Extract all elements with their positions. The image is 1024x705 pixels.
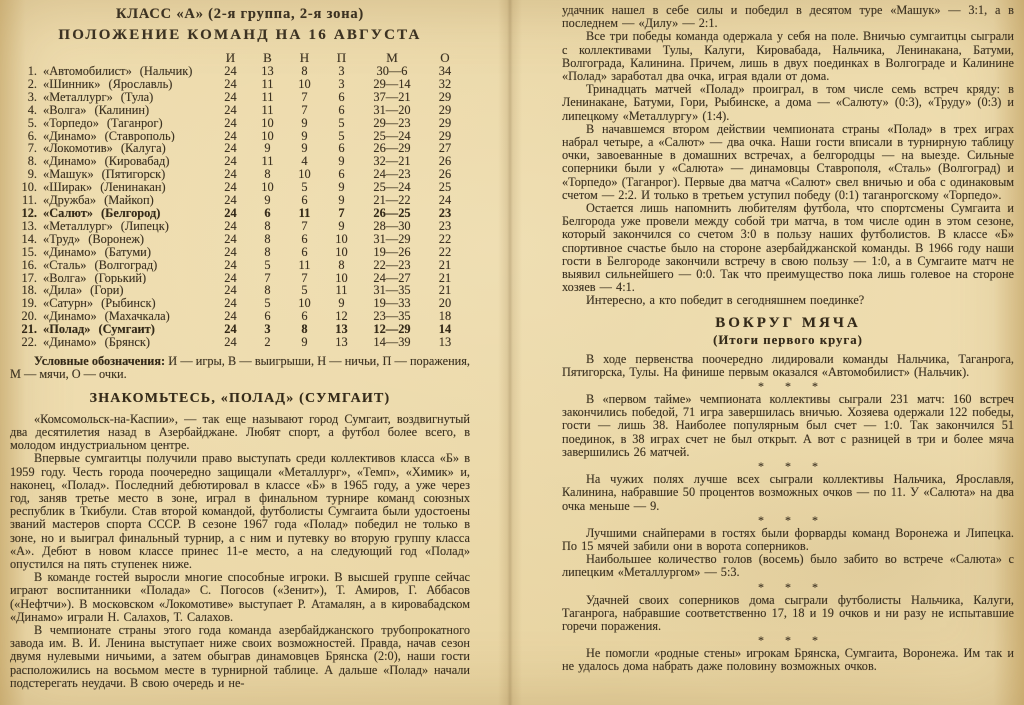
team-name: «Локомотив»	[43, 142, 113, 156]
stat-cell: 24	[224, 284, 237, 298]
stat-cell: 6	[264, 206, 271, 220]
team-city: (Махачкала)	[104, 310, 170, 324]
points-cell: 26	[438, 155, 452, 169]
team-name: «Автомобилист»	[43, 65, 132, 78]
stat-cell: 6	[301, 310, 308, 324]
stat-cell: 6	[338, 142, 345, 156]
team-cell	[39, 336, 212, 349]
section-subheading: (Итоги первого круга)	[713, 332, 863, 347]
stat-cell: 3	[338, 77, 345, 91]
team-city: (Калуга)	[120, 142, 166, 156]
stat-cell: 13	[261, 65, 274, 78]
stat-cell: 10	[298, 297, 311, 311]
goals-cell: 23—35	[373, 310, 411, 324]
points-cell: 24	[438, 194, 452, 207]
rank-cell: 10.	[21, 181, 37, 195]
stat-cell: 24	[224, 271, 237, 285]
team-city: (Горький)	[94, 271, 147, 285]
stat-cell: 10	[335, 271, 348, 285]
stat-cell: 9	[264, 142, 271, 156]
rank-cell: 19.	[21, 297, 37, 311]
goals-cell: 25—24	[373, 129, 411, 143]
team-city: (Липецк)	[120, 219, 169, 233]
stat-cell: 9	[338, 181, 345, 195]
stat-cell: 5	[264, 297, 271, 311]
paragraph: Остается лишь напомнить любителям футбола, что спортсмены Сумгаита и Белгорода уже провели между собой три матча, в том числе один в этом сезоне, который закончился со счетом 3:0 в пользу наших футболистов. В классе «Б» спортивное счастье было на стороне азербайджанской команды. В 1966 году наши гости в Белгороде закончили встречу в свою пользу — 1:0, а в Сумгаите матч не выявил сильнейшего — 0:0. Так что преимущество пока лишь голевое на стороне хозяев — 4:1.	[562, 201, 1014, 295]
team-name: «Дила»	[43, 284, 83, 298]
goals-cell: 21—22	[373, 194, 411, 207]
stat-cell: 9	[301, 116, 308, 130]
stat-cell: 24	[224, 310, 237, 324]
goals-cell: 25—24	[373, 181, 411, 195]
team-city: (Таганрог)	[106, 116, 163, 130]
stat-cell: 24	[224, 219, 237, 233]
stat-cell: 10	[261, 116, 274, 130]
table-row	[10, 310, 466, 323]
column-header: П	[336, 50, 347, 65]
stat-cell: 24	[224, 65, 237, 78]
stat-cell: 2	[264, 336, 271, 349]
points-cell: 27	[438, 142, 452, 156]
stat-cell: 11	[261, 77, 274, 91]
team-name: «Машук»	[43, 168, 94, 182]
standings-table	[10, 49, 466, 349]
team-cell	[39, 220, 212, 233]
rank-cell: 13.	[21, 219, 37, 233]
table-row	[10, 117, 466, 130]
table-row	[10, 336, 466, 349]
stat-cell: 11	[261, 155, 274, 169]
paragraph: Тринадцать матчей «Полад» проиграл, в том числе семь встреч кряду: в Ленинакане, Батуми, Гори, Рыбинске, а дома — «Салюту» (0:3), «Труду» (0:3) и липецкому «Металлургу» (1:4).	[562, 82, 1014, 123]
table-row	[10, 207, 466, 220]
league-title: КЛАСС «А» (2-я группа, 2-я зона)	[115, 6, 365, 22]
team-cell	[39, 246, 212, 259]
team-city: (Тула)	[120, 90, 154, 104]
team-name: «Волга»	[43, 103, 87, 117]
goals-cell: 28—30	[373, 219, 411, 233]
stat-cell: 9	[301, 129, 308, 143]
stat-cell: 8	[264, 168, 271, 182]
goals-cell: 12—29	[373, 323, 411, 337]
standings-header	[10, 49, 466, 65]
stat-cell: 8	[264, 284, 271, 298]
legend-label: Условные обозначения:	[34, 353, 166, 368]
standings-rows	[10, 65, 466, 349]
team-cell	[39, 65, 212, 78]
team-cell	[39, 168, 212, 181]
column-header: О	[440, 50, 450, 65]
stat-cell: 13	[335, 323, 348, 337]
team-cell	[39, 323, 212, 336]
paragraph: В начавшемся втором действии чемпионата страны «Полад» в трех играх набрал четыре, а «Салют» — два очка. Наши гости вписали в турнирную таблицу очки, завоеванные в домашних встречах, а белгородцы — на выезде. Сильные соперники были у «Салюта» — динамовцы Ставрополя, «Сталь» (Волгоград) и «Торпедо» (Таганрог). Первые два матча «Салют» свел вничью и оба с одинаковым счетом — 2:2. И только в третьем уступил победу (0:1) таганрогскому «Торпедо».	[562, 121, 1014, 202]
paragraph: Лучшими снайперами в гостях были форварды команд Воронежа и Липецка. По 15 мячей забили они в ворота соперников.	[562, 525, 1014, 553]
goals-cell: 22—23	[373, 258, 411, 272]
stat-cell: 24	[224, 155, 237, 169]
asterisk-separator: * * *	[758, 633, 827, 648]
goals-cell: 32—21	[373, 155, 411, 169]
table-row	[10, 91, 466, 104]
points-cell: 21	[438, 284, 452, 298]
asterisk-separator: * * *	[758, 459, 827, 474]
stat-cell: 11	[298, 258, 311, 272]
team-city: (Волгоград)	[94, 258, 158, 272]
goals-cell: 31—20	[373, 103, 411, 117]
team-name: «Динамо»	[43, 310, 97, 324]
stat-cell: 8	[264, 219, 271, 233]
stat-cell: 9	[338, 155, 345, 169]
points-cell: 18	[438, 310, 452, 324]
table-row	[10, 168, 466, 181]
stat-cell: 7	[301, 103, 308, 117]
team-city: (Пятигорск)	[101, 168, 166, 182]
team-name: «Динамо»	[43, 155, 97, 169]
stat-cell: 8	[338, 258, 345, 272]
goals-cell: 29—14	[373, 77, 411, 91]
page-fold-crease	[498, 0, 522, 705]
points-cell: 25	[438, 181, 452, 195]
team-name: «Салют»	[43, 206, 93, 220]
stat-cell: 9	[338, 297, 345, 311]
stat-cell: 4	[301, 155, 308, 169]
stat-cell: 6	[338, 103, 345, 117]
stat-cell: 6	[338, 168, 345, 182]
right-column-body	[562, 4, 1014, 674]
rank-cell: 20.	[21, 310, 37, 324]
table-row	[10, 246, 466, 259]
meet-section-body	[10, 413, 470, 690]
stat-cell: 9	[301, 142, 308, 156]
standings-title: ПОЛОЖЕНИЕ КОМАНД НА 16 АВГУСТА	[58, 27, 422, 43]
team-cell	[39, 130, 212, 143]
stat-cell: 11	[261, 103, 274, 117]
rank-cell: 12.	[21, 206, 37, 220]
asterisk-separator: * * *	[758, 512, 827, 527]
rank-cell: 15.	[21, 245, 37, 259]
stat-cell: 24	[224, 181, 237, 195]
stat-cell: 24	[224, 297, 237, 311]
team-name: «Полад»	[43, 323, 91, 337]
stat-cell: 24	[224, 103, 237, 117]
goals-cell: 31—29	[373, 232, 411, 246]
team-cell	[39, 310, 212, 323]
table-row	[10, 181, 466, 194]
table-row	[10, 220, 466, 233]
points-cell: 34	[438, 65, 452, 78]
stat-cell: 10	[261, 129, 274, 143]
table-row	[10, 272, 466, 285]
team-name: «Металлург»	[43, 219, 113, 233]
paragraph: Не помогли «родные стены» игрокам Брянска, Сумгаита, Воронежа. Им так и не удалось дома набрать даже половину возможных очков.	[562, 646, 1014, 674]
stat-cell: 10	[298, 77, 311, 91]
team-cell	[39, 284, 212, 297]
team-city: (Кировабад)	[104, 155, 170, 169]
stat-cell: 9	[301, 336, 308, 349]
team-cell	[39, 297, 212, 310]
goals-cell: 19—26	[373, 245, 411, 259]
team-city: (Майкоп)	[104, 194, 154, 207]
rank-cell: 8.	[27, 155, 37, 169]
paragraph: Удачней своих соперников дома сыграли футболисты Нальчика, Калуги, Таганрога, набравшие соответственно 17, 18 и 19 очков и ни разу не испытавшие горечи поражения.	[562, 592, 1014, 633]
rank-cell: 11.	[21, 194, 37, 207]
stat-cell: 8	[264, 232, 271, 246]
team-city: (Брянск)	[104, 336, 151, 349]
team-cell	[39, 233, 212, 246]
team-name: «Сатурн»	[43, 297, 94, 311]
team-name: «Динамо»	[43, 336, 97, 349]
team-name: «Дружба»	[43, 194, 97, 207]
stat-cell: 5	[338, 129, 345, 143]
rank-cell: 5.	[27, 116, 37, 130]
goals-cell: 26—29	[373, 142, 411, 156]
rank-cell: 17.	[21, 271, 37, 285]
col-team-header	[39, 49, 212, 65]
points-cell: 22	[438, 245, 452, 259]
team-cell	[39, 117, 212, 130]
team-city: (Батуми)	[104, 245, 151, 259]
rank-cell: 16.	[21, 258, 37, 272]
left-column	[10, 6, 470, 690]
points-cell: 29	[438, 129, 452, 143]
stat-cell: 3	[338, 65, 345, 78]
table-row	[10, 65, 466, 78]
points-cell: 21	[438, 271, 452, 285]
team-cell	[39, 91, 212, 104]
rank-cell: 9.	[27, 168, 37, 182]
paragraph: В команде гостей выросли многие способные игроки. В высшей группе сейчас играют воспитанники «Полада» С. Погосов («Зенит»), Т. Амиров, Г. Аббасов («Нефтчи»). В московском «Локомотиве» выступает Р. Атамалян, а в кировабадском «Динамо» играли Н. Салахов, Т. Салахов.	[10, 570, 470, 624]
goals-cell: 26—25	[373, 206, 411, 220]
paragraph: «Комсомольск-на-Каспии», — так еще называют город Сумгаит, воздвигнутый два десятилетия назад в Азербайджане. Любят спорт, а футбол более всего, в молодом индустриальном центре.	[10, 411, 470, 453]
team-cell	[39, 207, 212, 220]
team-name: «Торпедо»	[43, 116, 99, 130]
stat-cell: 24	[224, 168, 237, 182]
stat-cell: 7	[264, 271, 271, 285]
stat-cell: 5	[301, 181, 308, 195]
stat-cell: 7	[301, 90, 308, 104]
team-cell	[39, 155, 212, 168]
standings-header-row	[10, 49, 466, 65]
stat-cell: 24	[224, 323, 237, 337]
team-cell	[39, 194, 212, 207]
table-row	[10, 104, 466, 117]
stat-cell: 24	[224, 116, 237, 130]
stat-cell: 6	[264, 310, 271, 324]
stat-cell: 8	[301, 323, 308, 337]
team-city: (Рыбинск)	[101, 297, 156, 311]
rank-cell: 7.	[27, 142, 37, 156]
column-header: В	[263, 50, 272, 65]
goals-cell: 24—27	[373, 271, 411, 285]
stat-cell: 24	[224, 245, 237, 259]
legend	[10, 355, 470, 382]
stat-cell: 11	[298, 206, 311, 220]
points-cell: 22	[438, 232, 452, 246]
stat-cell: 13	[335, 336, 348, 349]
team-cell	[39, 104, 212, 117]
points-cell: 29	[438, 116, 452, 130]
paragraph: На чужих полях лучше всех сыграли коллективы Нальчика, Ярославля, Калинина, набравшие 50 процентов возможных очков — по 11. У «Салюта» на два очка меньше — 9.	[562, 472, 1014, 513]
points-cell: 21	[438, 258, 452, 272]
team-name: «Динамо»	[43, 245, 97, 259]
stat-cell: 3	[264, 323, 271, 337]
points-cell: 29	[438, 90, 452, 104]
points-cell: 13	[438, 336, 452, 349]
team-name: «Труд»	[43, 232, 81, 246]
paragraph: Интересно, а кто победит в сегодняшнем поединке?	[586, 293, 865, 308]
team-city: (Ленинакан)	[100, 181, 166, 195]
stat-cell: 6	[301, 194, 308, 207]
column-header: Н	[299, 50, 310, 65]
team-city: (Ставрополь)	[104, 129, 175, 143]
points-cell: 23	[438, 206, 452, 220]
stat-cell: 6	[338, 90, 345, 104]
table-row	[10, 142, 466, 155]
team-name: «Ширак»	[43, 181, 93, 195]
points-cell: 14	[438, 323, 452, 337]
team-city: (Гори)	[90, 284, 124, 298]
stat-cell: 7	[338, 206, 345, 220]
paragraph: В чемпионате страны этого года команда азербайджанского трубопрокатного завода им. В. И. Ленина выступает ниже своих возможностей. Правда, начав сезон двумя нулевыми ничьими, а затем обыграв динамовцев Брянска (2:0), наши гости расположились на восьмом месте в турнирной таблице. А дальше «Полад» начали подстерегать неудачи. В свою очередь и не-	[10, 623, 470, 690]
points-cell: 26	[438, 168, 452, 182]
stat-cell: 24	[224, 206, 237, 220]
goals-cell: 37—21	[373, 90, 411, 104]
goals-cell: 24—23	[373, 168, 411, 182]
table-row	[10, 78, 466, 91]
stat-cell: 24	[224, 194, 237, 207]
rank-cell: 21.	[21, 323, 37, 337]
team-cell	[39, 259, 212, 272]
team-city: (Калинин)	[94, 103, 150, 117]
table-row	[10, 155, 466, 168]
stat-cell: 8	[264, 245, 271, 259]
team-cell	[39, 78, 212, 91]
stat-cell: 12	[335, 310, 348, 324]
rank-cell: 22.	[21, 336, 37, 349]
rank-cell: 4.	[27, 103, 37, 117]
goals-cell: 31—35	[373, 284, 411, 298]
table-row	[10, 323, 466, 336]
stat-cell: 24	[224, 77, 237, 91]
team-name: «Динамо»	[43, 129, 97, 143]
rank-cell: 2.	[27, 77, 37, 91]
stat-cell: 5	[264, 258, 271, 272]
team-name: «Шинник»	[43, 77, 101, 91]
table-row	[10, 130, 466, 143]
team-city: (Ярославль)	[108, 77, 173, 91]
stat-cell: 24	[224, 336, 237, 349]
asterisk-separator: * * *	[758, 379, 827, 394]
table-row	[10, 233, 466, 246]
points-cell: 32	[438, 77, 452, 91]
stat-cell: 24	[224, 90, 237, 104]
goals-cell: 14—39	[373, 336, 411, 349]
goals-cell: 29—23	[373, 116, 411, 130]
rank-cell: 3.	[27, 90, 37, 104]
section-heading: ВОКРУГ МЯЧА	[715, 314, 861, 331]
table-row	[10, 259, 466, 272]
table-row	[10, 297, 466, 310]
table-row	[10, 194, 466, 207]
rank-cell: 18.	[21, 284, 37, 298]
stat-cell: 24	[224, 258, 237, 272]
stat-cell: 6	[301, 232, 308, 246]
stat-cell: 10	[298, 168, 311, 182]
stat-cell: 5	[301, 284, 308, 298]
goals-cell: 19—33	[373, 297, 411, 311]
right-column	[562, 4, 1014, 674]
rank-cell: 14.	[21, 232, 37, 246]
paragraph: Все три победы команда одержала у себя на поле. Вничью сумгаитцы сыграли с коллективами Тулы, Калуги, Кировабада, Нальчика, Ленинакана, Батуми, Волгограда, Калинина. Причем, лишь в двух поединках в Волгограде и Калинине «Полад» заработал два очка, играя вдали от дома.	[562, 29, 1014, 84]
team-name: «Сталь»	[43, 258, 87, 272]
column-header: М	[386, 50, 398, 65]
asterisk-separator: * * *	[758, 579, 827, 594]
rank-cell: 1.	[27, 65, 37, 78]
stat-cell: 11	[261, 90, 274, 104]
stat-cell: 11	[335, 284, 348, 298]
stat-cell: 10	[335, 232, 348, 246]
stat-cell: 10	[335, 245, 348, 259]
team-city: (Белгород)	[101, 206, 161, 220]
table-row	[10, 284, 466, 297]
column-header: И	[225, 50, 236, 65]
team-city: (Нальчик)	[139, 65, 193, 78]
stat-cell: 7	[301, 219, 308, 233]
team-name: «Волга»	[43, 271, 87, 285]
col-rank-header	[10, 49, 39, 65]
paragraph: удачник нашел в себе силы и победил в десятом туре «Машук» — 3:1, а в последнем — «Дилу» — 2:1.	[562, 3, 1014, 31]
team-cell	[39, 181, 212, 194]
team-city: (Воронеж)	[88, 232, 145, 246]
goals-cell: 30—6	[376, 65, 408, 78]
legend-text: И — игры, В — выигрыши, Н — ничьи, П — поражения, М — мячи, О — очки.	[10, 353, 470, 382]
stat-cell: 7	[301, 271, 308, 285]
stat-cell: 10	[261, 181, 274, 195]
stat-cell: 24	[224, 129, 237, 143]
points-cell: 23	[438, 219, 452, 233]
rank-cell: 6.	[27, 129, 37, 143]
paragraph: В «первом тайме» чемпионата коллективы сыграли 231 матч: 160 встреч закончились победой, 71 игра завершилась вничью. Хозяева одержали 122 победы, гости — лишь 38. Наиболее популярным был счет — 1:0. Так закончился 51 поединок, в 38 играх счет не был открыт. А вот с разницей в три и более мяча завершились 26 матчей.	[562, 392, 1014, 459]
team-city: (Сумгаит)	[98, 323, 155, 337]
paragraph: Впервые сумгаитцы получили право выступать среди коллективов класса «Б» в 1959 году. Честь города поочередно защищали «Металлург», «Темп», «Химик» и, наконец, «Полад». Последний дебютировал в классе «Б» в 1965 году, а уже через год, заняв третье место в зоне, играл в финальном турнире команд союзных республик в Ткибули. Став второй командой, футболисты Сумгаита были удостоены званий мастеров спорта СССР. В сезоне 1967 года «Полад» победил не только в зоне, но и выиграл финальный турнир, а с ним и путевку во вторую группу класса «А». Дебют в новом классе принес 11-е место, а на следующий год «Полад» опустился на пять ступенек ниже.	[10, 451, 470, 571]
stat-cell: 9	[338, 219, 345, 233]
points-cell: 29	[438, 103, 452, 117]
paragraph: Наибольшее количество голов (восемь) было забито во встрече «Салюта» с липецким «Металлургом» — 5:3.	[562, 552, 1014, 580]
stat-cell: 9	[264, 194, 271, 207]
stat-cell: 6	[301, 245, 308, 259]
team-cell	[39, 272, 212, 285]
points-cell: 20	[438, 297, 452, 311]
stat-cell: 9	[338, 194, 345, 207]
team-cell	[39, 142, 212, 155]
stat-cell: 8	[301, 65, 308, 78]
team-name: «Металлург»	[43, 90, 113, 104]
stat-cell: 5	[338, 116, 345, 130]
meet-section-heading: ЗНАКОМЬТЕСЬ, «ПОЛАД» (СУМГАИТ)	[89, 390, 391, 406]
stat-cell: 24	[224, 142, 237, 156]
paragraph: В ходе первенства поочередно лидировали команды Нальчика, Таганрога, Пятигорска, Тулы. На финише первым оказался «Автомобилист» (Нальчик).	[562, 351, 1014, 379]
stat-cell: 24	[224, 232, 237, 246]
